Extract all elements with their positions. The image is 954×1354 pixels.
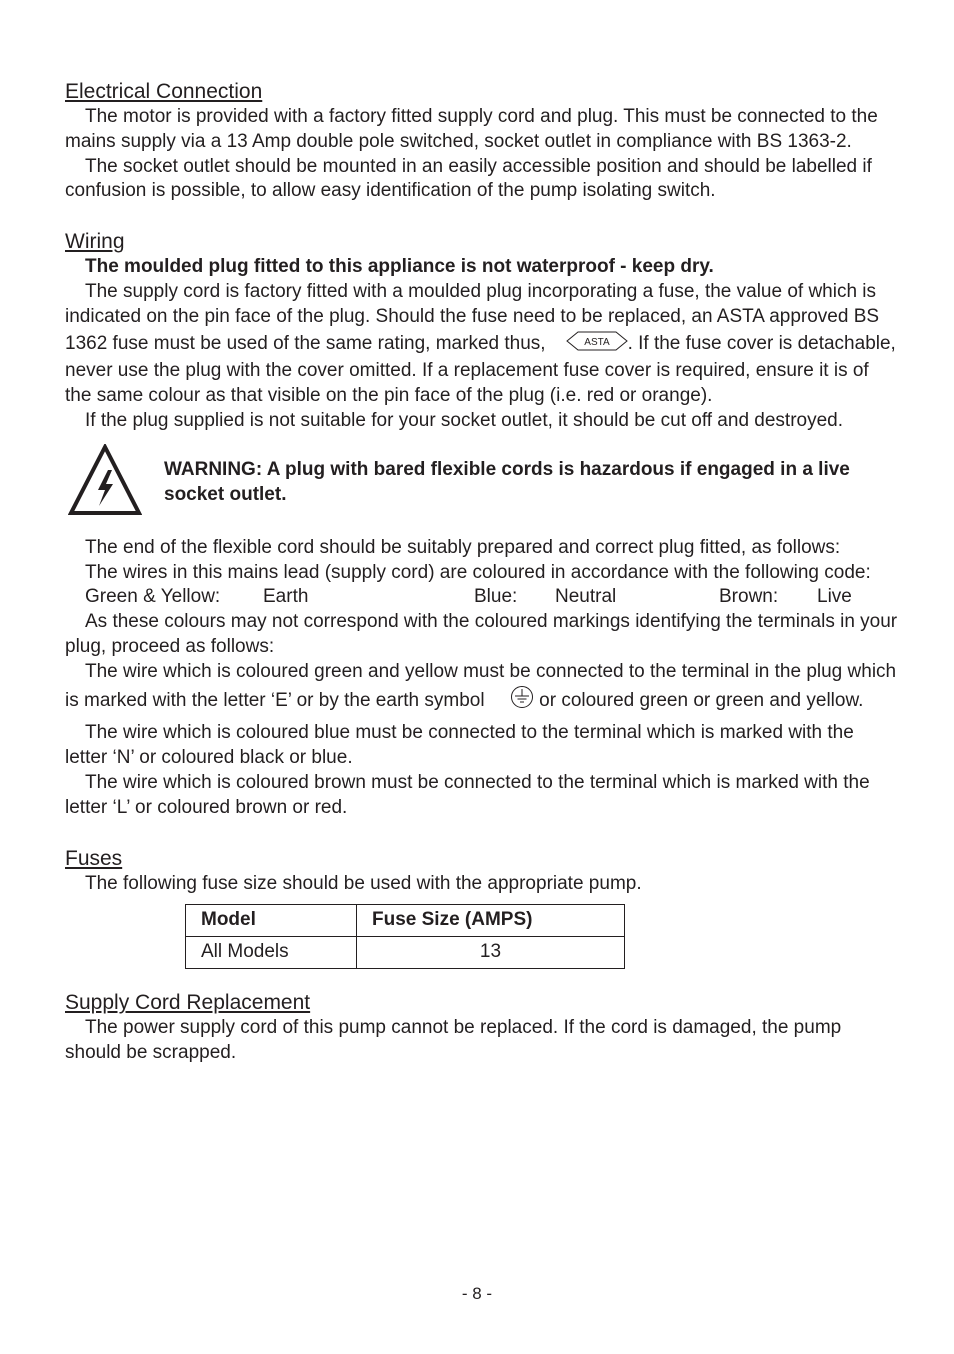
electrical-hazard-icon	[68, 444, 142, 516]
wiring-paragraph-8: The wire which is coloured brown must be connected to the terminal which is marked with the letter ‘L’ or coloured brown or red.	[65, 771, 870, 818]
warning-box	[65, 442, 900, 536]
table-header-fuse-size: Fuse Size (AMPS)	[357, 905, 625, 937]
wiring-p6-text-b: or coloured green or green and yellow.	[539, 689, 864, 711]
electrical-paragraph-1: The motor is provided with a factory fitted supply cord and plug. This must be connected to the mains supply via a 13 Amp double pole switched, socket outlet in compliance with BS 1363-2.	[65, 106, 878, 152]
electrical-paragraph-2: The socket outlet should be mounted in an easily accessible position and should be labelled if confusion is possible, to allow easy identification of the pump isolating switch.	[65, 155, 872, 202]
section-heading-supply-cord: Supply Cord Replacement	[65, 991, 311, 1015]
wiring-paragraph-7: The wire which is coloured blue must be connected to the terminal which is marked with the letter ‘N’ or coloured black or blue.	[65, 722, 854, 769]
table-header-row	[186, 905, 625, 937]
section-supply-cord-replacement	[65, 990, 900, 1066]
colour-label-brown: Brown:	[719, 586, 779, 608]
colour-label-blue: Blue:	[474, 586, 518, 608]
colour-code-row	[65, 585, 900, 610]
fuse-size-table	[185, 904, 625, 969]
table-cell-model: All Models	[186, 937, 357, 969]
section-heading-electrical: Electrical Connection	[65, 80, 263, 103]
table-row	[186, 937, 625, 969]
wiring-p1-text-a: The supply cord is factory fitted with a moulded plug incorporating a fuse, the value of which is indicated on the pin face of the plug. Should the fuse need to be replaced, an ASTA approved BS 1362 fuse must be used of the same rating, marked thus,	[65, 280, 880, 354]
colour-meaning-neutral: Neutral	[555, 586, 617, 608]
section-electrical-connection	[65, 79, 900, 204]
wiring-paragraph-1	[65, 280, 900, 409]
waterproof-note: The moulded plug fitted to this appliance is not waterproof - keep dry.	[85, 256, 714, 278]
wiring-paragraph-5: As these colours may not correspond with the coloured markings identifying the terminals in your plug, proceed as follows:	[65, 611, 898, 657]
wiring-paragraph-2: If the plug supplied is not suitable for your socket outlet, it should be cut off and destroyed.	[85, 409, 844, 431]
wiring-paragraph-3: The end of the flexible cord should be suitably prepared and correct plug fitted, as follows:	[85, 536, 841, 558]
earth-symbol-icon	[490, 685, 534, 717]
warning-text: WARNING: A plug with bared flexible cords is hazardous if engaged in a live socket outlet.	[164, 458, 850, 505]
colour-meaning-live: Live	[817, 586, 852, 608]
supply-cord-paragraph: The power supply cord of this pump cannot be replaced. If the cord is damaged, the pump should be scrapped.	[65, 1017, 842, 1064]
section-heading-wiring: Wiring	[65, 230, 125, 254]
fuses-intro: The following fuse size should be used with the appropriate pump.	[85, 872, 642, 894]
asta-mark-label: ASTA	[583, 336, 610, 348]
asta-mark-icon	[546, 330, 628, 360]
colour-meaning-earth: Earth	[263, 586, 309, 608]
section-fuses	[65, 846, 900, 970]
page-number: - 8 -	[461, 1284, 493, 1303]
table-cell-fuse-size: 13	[357, 937, 625, 969]
wiring-paragraph-4: The wires in this mains lead (supply cord) are coloured in accordance with the following code:	[85, 561, 871, 583]
table-header-model: Model	[186, 905, 357, 937]
section-wiring	[65, 229, 900, 820]
wiring-p6-text-a: The wire which is coloured green and yellow must be connected to the terminal in the plug which is marked with the letter ‘E’ or by the earth symbol	[65, 660, 897, 711]
wiring-paragraph-6	[65, 660, 900, 717]
manual-page	[65, 79, 900, 1066]
wiring-p1-text-b: . If the fuse cover is detachable, never use the plug with the cover omitted. If a replacement fuse cover is required, ensure it is of the same colour as that visible on the pin face of the plug (i.e. red or orange).	[65, 332, 896, 407]
colour-label-green-yellow: Green & Yellow:	[85, 586, 221, 608]
section-heading-fuses: Fuses	[65, 846, 123, 870]
